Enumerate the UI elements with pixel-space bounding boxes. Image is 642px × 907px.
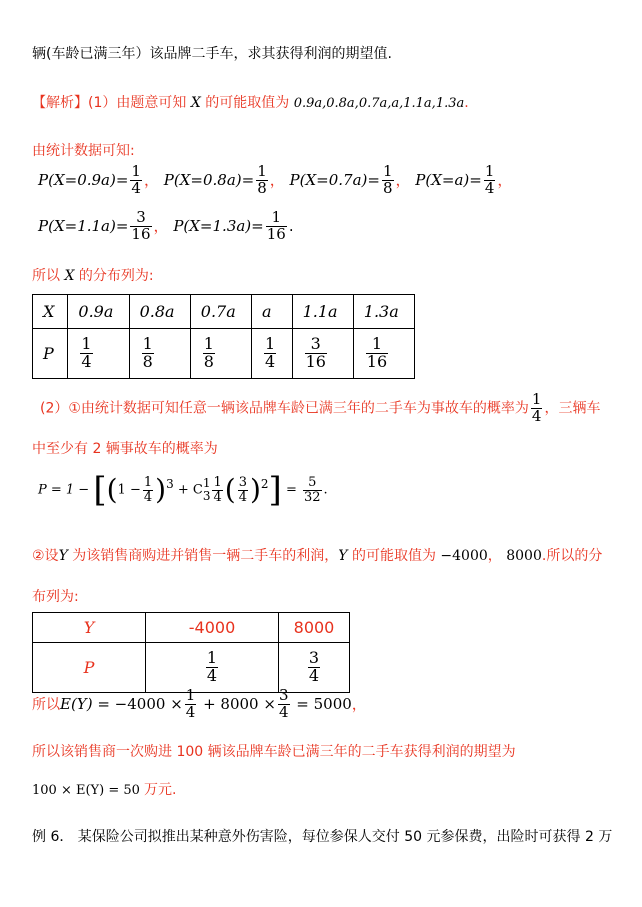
- x-values: 0.9a,0.8a,0.7a,a,1.1a,1.3a: [293, 96, 465, 111]
- table-cell: 0.9a: [68, 295, 129, 329]
- fraction: $\frac{1}{4}$: [131, 162, 141, 197]
- part2-line3: ②设Y 为该销售商购进并销售一辆二手车的利润，Y 的可能取值为 −4000， 8000.所以的分: [32, 548, 603, 564]
- table-cell: 8000: [279, 613, 350, 643]
- prob-expr: P(X=1.1a)=: [38, 216, 129, 235]
- fraction: $\frac{1}{4}$: [484, 162, 495, 197]
- table-cell: $\frac{1}{4}$: [251, 329, 292, 379]
- table-cell: $\frac{1}{4}$: [68, 329, 129, 379]
- table-cell: P: [33, 643, 146, 693]
- table-cell: Y: [33, 613, 146, 643]
- table-row: [33, 329, 415, 379]
- part2-line4: 布列为:: [32, 589, 79, 605]
- table-cell: a: [251, 295, 292, 329]
- table-cell: 0.8a: [129, 295, 190, 329]
- table-header-row: [33, 295, 415, 329]
- table-cell: $\frac{3}{16}$: [292, 329, 353, 379]
- distribution-table-y: [32, 612, 350, 693]
- table-cell: -4000: [146, 613, 279, 643]
- prob-expr: P(X=0.7a)=: [289, 170, 380, 189]
- prob-expr: P(X=0.9a)=: [38, 170, 129, 189]
- table-cell: 1.3a: [353, 295, 414, 329]
- dist-intro: 所以 X 的分布列为:: [32, 268, 154, 284]
- fraction: $\frac{1}{4}$: [531, 390, 542, 425]
- table-row: [33, 643, 350, 693]
- table-cell: 0.7a: [190, 295, 251, 329]
- table-cell: $\frac{1}{4}$: [146, 643, 279, 693]
- fraction: $\frac{3}{16}$: [131, 208, 151, 243]
- stat-line: 由统计数据可知:: [32, 143, 135, 159]
- final-answer-line: 100 × E(Y) = 50 万元.: [32, 782, 177, 798]
- part2-line1: (2）①由统计数据可知任意一辆该品牌车龄已满三年的二手车为事故车的概率为 $\frac{1}{4}$ ，三辆车: [40, 390, 601, 425]
- table-cell: $\frac{1}{8}$: [129, 329, 190, 379]
- prob-expr: P(X=a)=: [415, 170, 482, 189]
- conclusion-line: 所以该销售商一次购进 100 辆该品牌车龄已满三年的二手车获得利润的期望为: [32, 744, 516, 760]
- prob-row-2: P(X=1.1a)= $\frac{3}{16}$ ， P(X=1.3a)= $\frac{1}{16}$ .: [38, 208, 294, 243]
- expectation-line: 所以E(Y) = −4000 × $\frac{1}{4}$ + 8000 × $\frac{3}{4}$ = 5000，: [32, 686, 367, 721]
- table-cell: $\frac{1}{16}$: [353, 329, 414, 379]
- analysis-label: 【解析】: [32, 95, 88, 111]
- fraction: $\frac{1}{8}$: [382, 162, 393, 197]
- prob-row-1: P(X=0.9a)= $\frac{1}{4}$ ， P(X=0.8a)= $\frac{1}{8}$ ， P(X=0.7a)= $\frac{1}{8}$ ， P(X=a)= $\frac{1}{4}$ ，: [38, 162, 513, 197]
- fraction: $\frac{1}{16}$: [266, 208, 286, 243]
- table-cell: P: [33, 329, 68, 379]
- prob-expr: P(X=0.8a)=: [163, 170, 255, 189]
- fraction: $\frac{1}{8}$: [257, 162, 267, 197]
- table-cell: $\frac{1}{8}$: [190, 329, 251, 379]
- binomial-formula: P = 1 − [(1 − $\frac{1}{4}$ )$^3$ + C 1 3 $\frac{1}{4}$ ( $\frac{3}{4}$ )$^2$] = $\frac{5}{32}$ .: [38, 470, 328, 510]
- table-cell: $\frac{3}{4}$: [279, 643, 350, 693]
- intro-line: 辆(车龄已满三年）该品牌二手车，求其获得利润的期望值.: [32, 46, 392, 62]
- prob-expr: P(X=1.3a)=: [173, 216, 264, 235]
- part2-line2: 中至少有 2 辆事故车的概率为: [32, 441, 218, 457]
- example-6-line: 例 6． 某保险公司拟推出某种意外伤害险，每位参保人交付 50 元参保费，出险时可获得 2 万: [32, 829, 613, 845]
- analysis-part1-line: 【解析】(1）由题意可知 X 的可能取值为 0.9a,0.8a,0.7a,a,1.1a,1.3a.: [32, 95, 469, 111]
- table-header-row: [33, 613, 350, 643]
- table-cell: 1.1a: [292, 295, 353, 329]
- table-cell: X: [33, 295, 68, 329]
- distribution-table-x: [32, 294, 415, 379]
